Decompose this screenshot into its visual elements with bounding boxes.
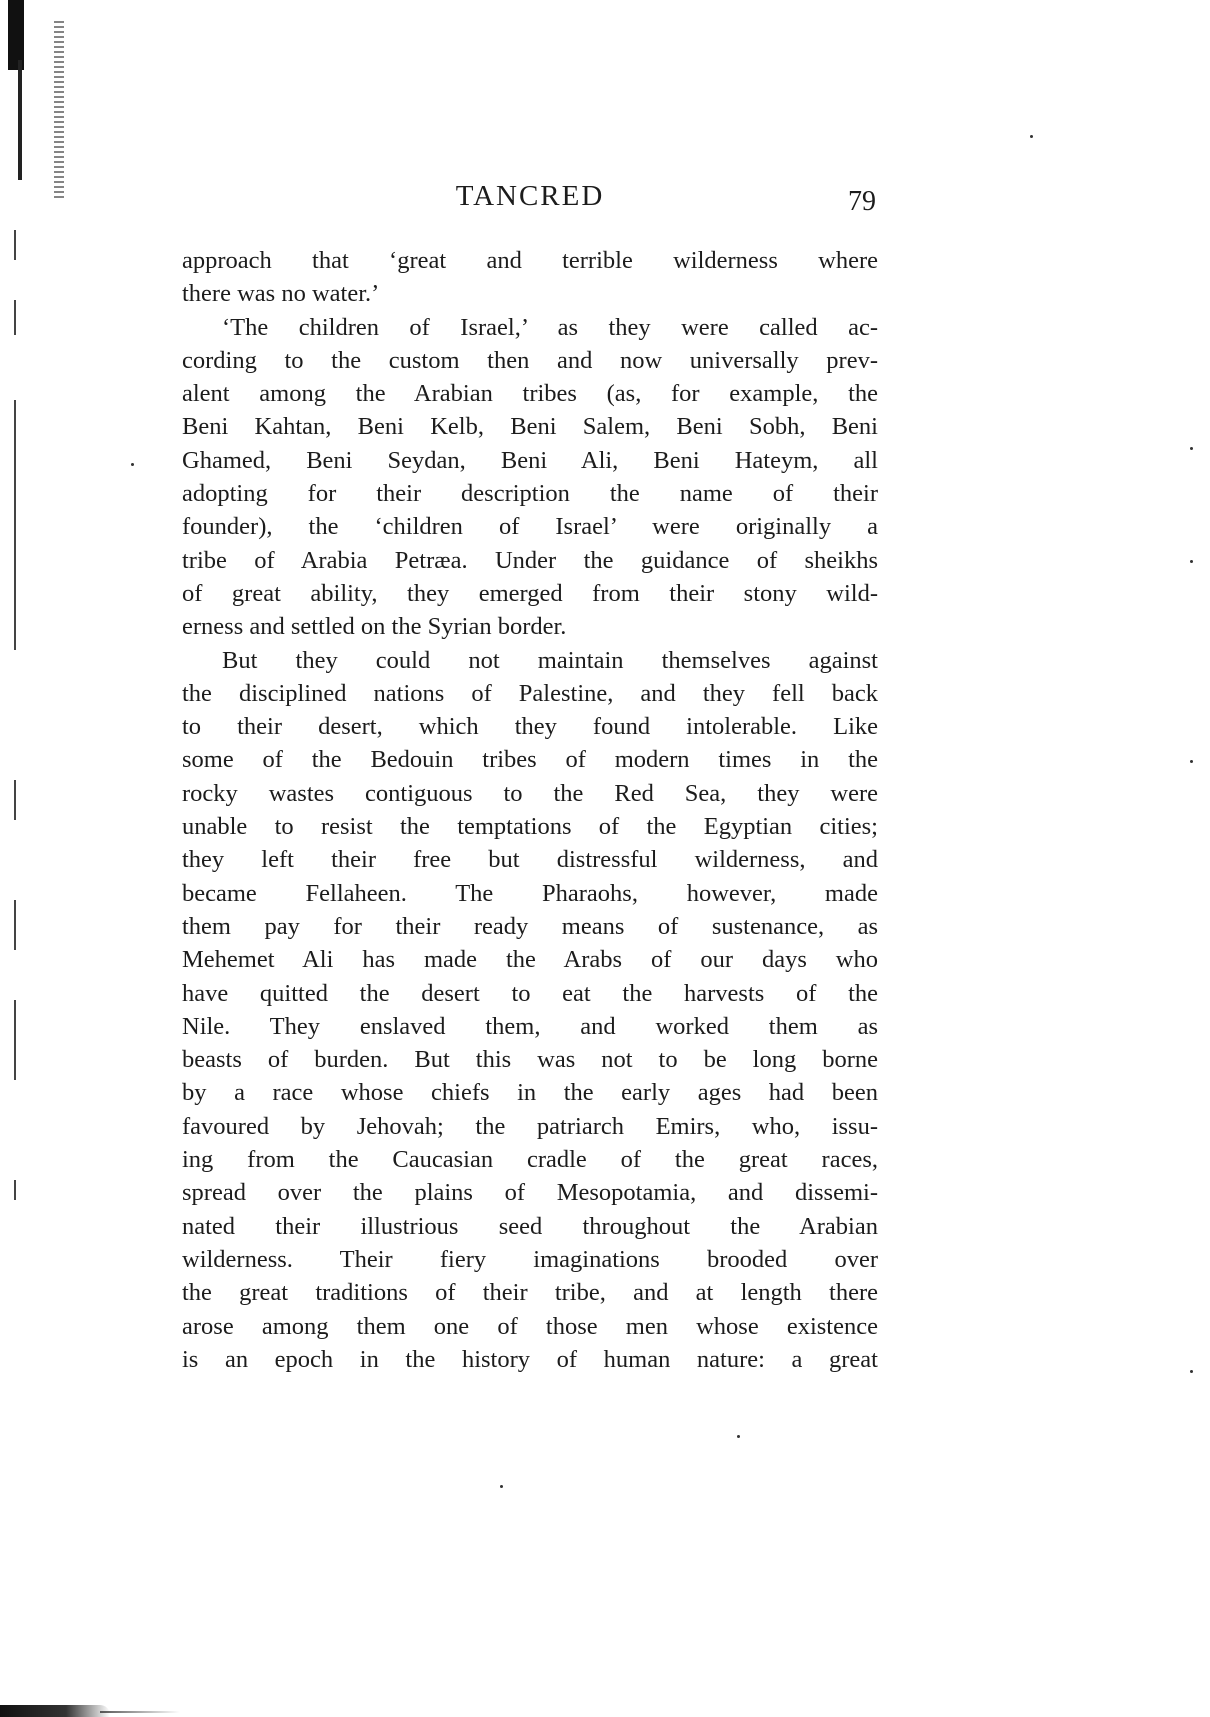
speck <box>1190 447 1193 450</box>
margin-mark <box>14 780 16 820</box>
text-line: of great ability, they emerged from their stony wild- <box>182 579 878 607</box>
text-line: founder), the ‘children of Israel’ were originally a <box>182 513 878 541</box>
running-title: TANCRED <box>455 180 605 212</box>
text-line: the great traditions of their tribe, and at length there <box>182 1279 878 1307</box>
text-line: is an epoch in the history of human nature: a great <box>182 1345 878 1373</box>
text-line: the disciplined nations of Palestine, and they fell back <box>182 679 878 707</box>
text-line: ‘The children of Israel,’ as they were called ac- <box>222 313 878 341</box>
margin-mark <box>14 1000 16 1080</box>
text-line: erness and settled on the Syrian border. <box>182 613 567 641</box>
text-line: cording to the custom then and now universally prev- <box>182 346 878 374</box>
text-line: rocky wastes contiguous to the Red Sea, they were <box>182 779 878 807</box>
text-line: unable to resist the temptations of the Egyptian cities; <box>182 813 878 841</box>
text-line: spread over the plains of Mesopotamia, and dissemi- <box>182 1179 878 1207</box>
margin-mark <box>14 230 16 260</box>
corner-smudge-blob <box>0 1705 110 1717</box>
text-line: arose among them one of those men whose existence <box>182 1312 878 1340</box>
speck <box>1190 560 1193 563</box>
text-line: some of the Bedouin tribes of modern times in the <box>182 746 878 774</box>
text-line: Beni Kahtan, Beni Kelb, Beni Salem, Beni Sobh, Beni <box>182 413 878 441</box>
speck <box>500 1485 503 1488</box>
text-line: Ghamed, Beni Seydan, Beni Ali, Beni Hateym, all <box>182 446 878 474</box>
speck <box>1030 135 1033 138</box>
text-line: approach that ‘great and terrible wilderness where <box>182 247 878 274</box>
text-line: to their desert, which they found intolerable. Like <box>182 713 878 741</box>
text-line: alent among the Arabian tribes (as, for example, the <box>182 380 878 408</box>
text-line: Mehemet Ali has made the Arabs of our days who <box>182 946 878 974</box>
text-line: tribe of Arabia Petræa. Under the guidance of sheikhs <box>182 546 878 574</box>
margin-mark <box>14 300 16 335</box>
text-line: they left their free but distressful wilderness, and <box>182 846 878 874</box>
text-line: nated their illustrious seed throughout the Arabian <box>182 1212 878 1240</box>
text-line: adopting for their description the name of their <box>182 480 878 508</box>
running-head <box>182 180 878 224</box>
text-line: Nile. They enslaved them, and worked them as <box>182 1012 878 1040</box>
text-line: became Fellaheen. The Pharaohs, however, made <box>182 879 878 907</box>
margin-mark <box>14 900 16 950</box>
text-line: But they could not maintain themselves against <box>222 646 878 674</box>
corner-smudge-tail <box>100 1711 180 1713</box>
speck <box>131 463 134 466</box>
speck <box>1190 760 1193 763</box>
margin-mark <box>14 400 16 650</box>
text-line: by a race whose chiefs in the early ages had been <box>182 1079 878 1107</box>
margin-mark <box>14 1180 16 1200</box>
page-number: 79 <box>848 186 876 217</box>
text-line: ing from the Caucasian cradle of the great races, <box>182 1146 878 1174</box>
binding-shadow-hatch <box>54 18 64 198</box>
text-line: wilderness. Their fiery imaginations brooded over <box>182 1245 878 1273</box>
text-line: them pay for their ready means of sustenance, as <box>182 912 878 940</box>
text-line: beasts of burden. But this was not to be long borne <box>182 1046 878 1074</box>
text-line: have quitted the desert to eat the harvests of the <box>182 979 878 1007</box>
text-line: there was no water.’ <box>182 280 380 308</box>
corner-smudge <box>0 1690 190 1717</box>
speck <box>737 1435 740 1438</box>
binding-shadow-stem <box>18 60 22 180</box>
speck <box>1190 1370 1193 1373</box>
body-text <box>182 244 878 1376</box>
binding-shadow <box>0 0 64 200</box>
text-line: favoured by Jehovah; the patriarch Emirs, who, issu- <box>182 1112 878 1140</box>
